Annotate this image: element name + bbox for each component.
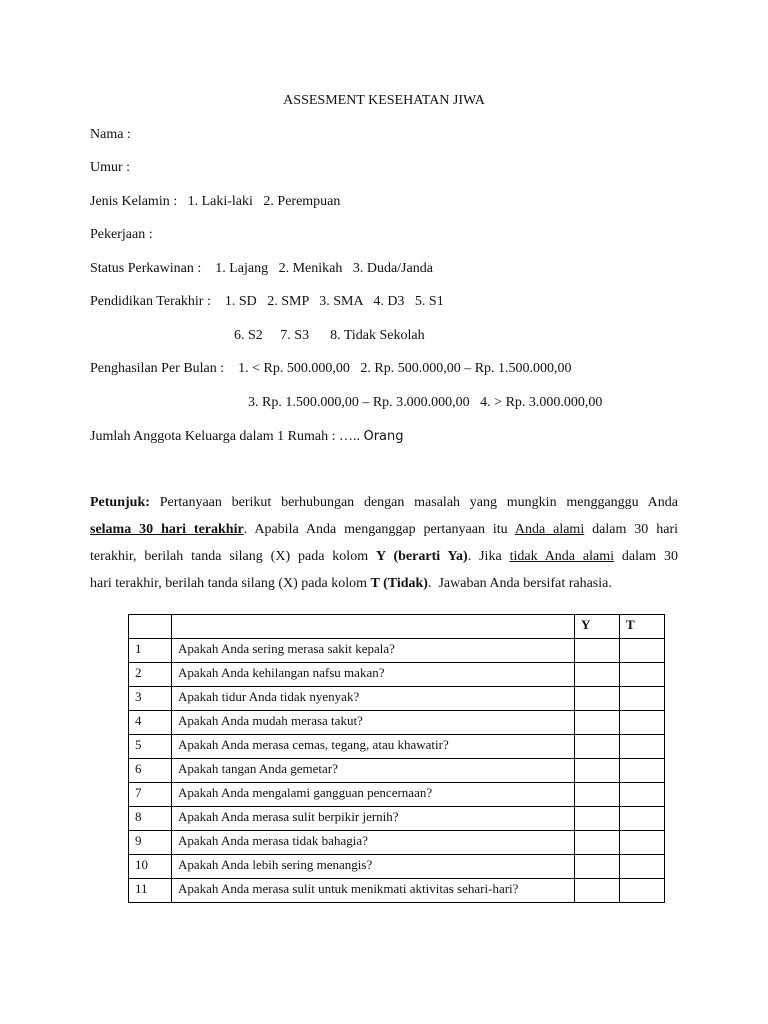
table-row bbox=[129, 879, 665, 903]
field-penghasilan: Penghasilan Per Bulan : 1. < Rp. 500.000,00 2. Rp. 500.000,00 – Rp. 1.500.000,00 bbox=[90, 361, 572, 376]
field-pendidikan: Pendidikan Terakhir : 1. SD 2. SMP 3. SMA 4. D3 5. S1 bbox=[90, 294, 444, 309]
field-jenis-kelamin: Jenis Kelamin : 1. Laki-laki 2. Perempuan bbox=[90, 194, 341, 209]
question-table bbox=[128, 614, 665, 903]
answer-y-cell[interactable] bbox=[575, 831, 620, 855]
table-row bbox=[129, 639, 665, 663]
header-no-cell bbox=[129, 615, 172, 639]
row-number: 11 bbox=[129, 879, 172, 903]
field-jumlah-keluarga-label: Jumlah Anggota Keluarga dalam 1 Rumah : ….. bbox=[90, 429, 360, 444]
answer-t-cell[interactable] bbox=[620, 663, 665, 687]
answer-t-cell[interactable] bbox=[620, 807, 665, 831]
question-text: Apakah tidur Anda tidak nyenyak? bbox=[172, 687, 575, 711]
question-text: Apakah Anda merasa sulit berpikir jernih? bbox=[172, 807, 575, 831]
petunjuk-text: . Jawaban Anda bersifat rahasia. bbox=[427, 576, 612, 591]
table-row bbox=[129, 687, 665, 711]
petunjuk-yes: Y (berarti Ya) bbox=[376, 549, 468, 564]
answer-y-cell[interactable] bbox=[575, 663, 620, 687]
row-number: 8 bbox=[129, 807, 172, 831]
petunjuk-text: dalam 30 bbox=[621, 549, 679, 564]
row-number: 5 bbox=[129, 735, 172, 759]
petunjuk-line-4 bbox=[90, 575, 612, 593]
answer-y-cell[interactable] bbox=[575, 783, 620, 807]
table-row bbox=[129, 735, 665, 759]
field-nama: Nama : bbox=[90, 127, 131, 142]
table-row bbox=[129, 663, 665, 687]
row-number: 3 bbox=[129, 687, 172, 711]
row-number: 2 bbox=[129, 663, 172, 687]
petunjuk-period: selama 30 hari terakhir bbox=[90, 522, 244, 537]
question-text: Apakah Anda kehilangan nafsu makan? bbox=[172, 663, 575, 687]
answer-y-cell[interactable] bbox=[575, 807, 620, 831]
field-jumlah-keluarga bbox=[90, 428, 404, 446]
field-status-perkawinan: Status Perkawinan : 1. Lajang 2. Menikah 3. Duda/Janda bbox=[90, 261, 433, 276]
answer-t-cell[interactable] bbox=[620, 831, 665, 855]
petunjuk-line-1 bbox=[90, 494, 678, 512]
document-title: ASSESMENT KESEHATAN JIWA bbox=[283, 93, 485, 108]
petunjuk-text: . Jika bbox=[467, 549, 502, 564]
petunjuk-text: Pertanyaan berikut berhubungan dengan masalah yang mungkin mengganggu Anda bbox=[159, 495, 678, 510]
table-row bbox=[129, 759, 665, 783]
table-row bbox=[129, 711, 665, 735]
question-text: Apakah Anda lebih sering menangis? bbox=[172, 855, 575, 879]
answer-y-cell[interactable] bbox=[575, 759, 620, 783]
header-y: Y bbox=[575, 615, 620, 639]
field-pendidikan-cont: 6. S2 7. S3 8. Tidak Sekolah bbox=[234, 328, 425, 343]
header-question-cell bbox=[172, 615, 575, 639]
row-number: 4 bbox=[129, 711, 172, 735]
answer-t-cell[interactable] bbox=[620, 759, 665, 783]
answer-t-cell[interactable] bbox=[620, 855, 665, 879]
petunjuk-underlined: Anda alami bbox=[514, 522, 585, 537]
field-pekerjaan: Pekerjaan : bbox=[90, 227, 153, 242]
row-number: 1 bbox=[129, 639, 172, 663]
row-number: 6 bbox=[129, 759, 172, 783]
question-text: Apakah Anda mudah merasa takut? bbox=[172, 711, 575, 735]
answer-t-cell[interactable] bbox=[620, 783, 665, 807]
row-number: 9 bbox=[129, 831, 172, 855]
table-row bbox=[129, 855, 665, 879]
answer-y-cell[interactable] bbox=[575, 855, 620, 879]
answer-t-cell[interactable] bbox=[620, 735, 665, 759]
petunjuk-text: dalam 30 hari bbox=[592, 522, 678, 537]
petunjuk-label: Petunjuk: bbox=[90, 495, 150, 510]
answer-t-cell[interactable] bbox=[620, 687, 665, 711]
answer-t-cell[interactable] bbox=[620, 639, 665, 663]
question-text: Apakah Anda mengalami gangguan pencernaan? bbox=[172, 783, 575, 807]
petunjuk-text: terakhir, berilah tanda silang (X) pada kolom bbox=[90, 549, 369, 564]
header-t: T bbox=[620, 615, 665, 639]
answer-y-cell[interactable] bbox=[575, 639, 620, 663]
field-penghasilan-cont: 3. Rp. 1.500.000,00 – Rp. 3.000.000,00 4. > Rp. 3.000.000,00 bbox=[248, 395, 603, 410]
question-text: Apakah Anda sering merasa sakit kepala? bbox=[172, 639, 575, 663]
table-row bbox=[129, 831, 665, 855]
answer-y-cell[interactable] bbox=[575, 879, 620, 903]
question-text: Apakah Anda merasa cemas, tegang, atau khawatir? bbox=[172, 735, 575, 759]
answer-y-cell[interactable] bbox=[575, 735, 620, 759]
field-umur: Umur : bbox=[90, 160, 131, 175]
answer-t-cell[interactable] bbox=[620, 711, 665, 735]
question-text: Apakah tangan Anda gemetar? bbox=[172, 759, 575, 783]
answer-y-cell[interactable] bbox=[575, 687, 620, 711]
petunjuk-line-2 bbox=[90, 521, 678, 539]
question-text: Apakah Anda merasa sulit untuk menikmati aktivitas sehari-hari? bbox=[172, 879, 575, 903]
petunjuk-text: hari terakhir, berilah tanda silang (X) pada kolom bbox=[90, 576, 368, 591]
table-header-row bbox=[129, 615, 665, 639]
answer-t-cell[interactable] bbox=[620, 879, 665, 903]
answer-y-cell[interactable] bbox=[575, 711, 620, 735]
petunjuk-underlined: tidak Anda alami bbox=[509, 549, 615, 564]
question-text: Apakah Anda merasa tidak bahagia? bbox=[172, 831, 575, 855]
petunjuk-text: . Apabila Anda menganggap pertanyaan itu bbox=[243, 522, 508, 537]
row-number: 10 bbox=[129, 855, 172, 879]
petunjuk-line-3 bbox=[90, 548, 678, 566]
row-number: 7 bbox=[129, 783, 172, 807]
table-row bbox=[129, 783, 665, 807]
table-row bbox=[129, 807, 665, 831]
petunjuk-no: T (Tidak) bbox=[370, 576, 428, 591]
field-jumlah-keluarga-unit: Orang bbox=[363, 429, 404, 444]
